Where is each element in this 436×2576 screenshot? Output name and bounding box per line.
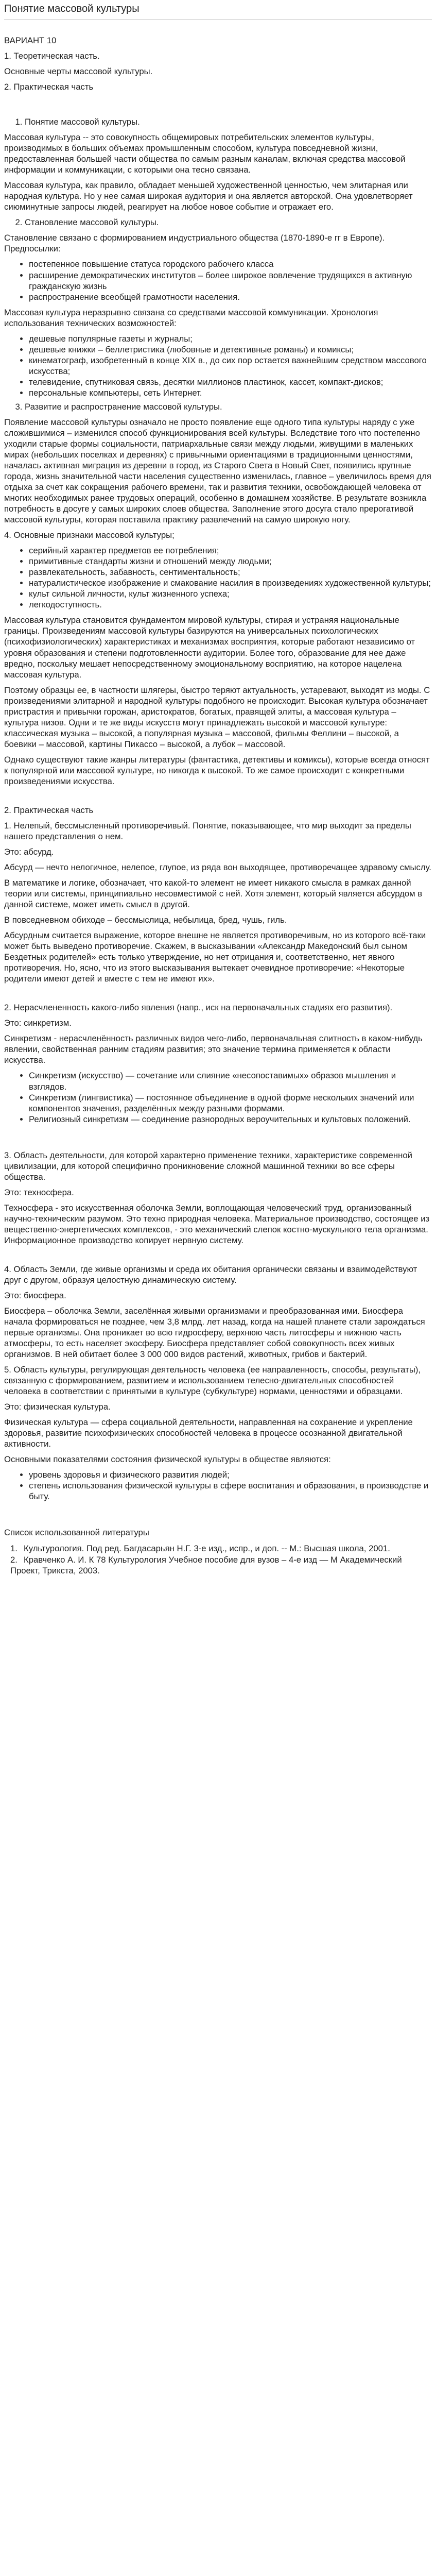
section-3-heading-list — [4, 401, 432, 412]
question: 1. Нелепый, бессмысленный противоречивый. Понятие, показывающее, что мир выходит за пределы нашего представления о нем. — [4, 820, 411, 841]
list-item: • степень использования физической культуры в сфере воспитания и образования, в производстве и быту. — [29, 1480, 432, 1502]
variant-label: ВАРИАНТ 10 — [4, 36, 57, 45]
list-item: • кинематограф, изобретенный в конце XIX в., до сих пор остается важнейшим средством массового искусства; — [29, 355, 432, 377]
plan-item: 1. Теоретическая часть. — [4, 51, 100, 61]
document-body — [4, 22, 432, 2576]
features-list — [4, 545, 432, 610]
paragraph: Появление массовой культуры означало не просто появление еще одного типа культуры наряду с уже сложившимися – изменился способ функционирования всей культуры. Вследствие того что постепенно уходили старые формы социальности, патриархальные связи между людьми, живущими в маленьких мирах (небольших поселках и деревнях) с привычными ориентациями в традиционными ценностями, началась активная миграция из деревни в город, из Старого Света в Новый Свет, появились крупные города, жизнь значительной части населения существенно изменилась, главное – увеличилось время для отдыха за счет как сокращения рабочего времени, так и развития техники, освобождающей человека от многих необходимых ранее трудовых операций, особенно в домашнем хозяйстве. В результате возникла потребность в досуге у самых широких слоев общества. Заполнение этого досуга стало прерогативой массовой культуры, которая поставила практику развлечений на самую широкую ногу. — [4, 417, 431, 525]
section-1-heading-list — [4, 116, 432, 127]
paragraph: Синкретизм - нерасчленённость различных видов чего-либо, первоначальная слитность в каком-нибудь явлении, свойственная ранним стадиям развития; это значение термина применяется к области искусства. — [4, 1033, 423, 1065]
list-item: • уровень здоровья и физического развития людей; — [29, 1469, 432, 1480]
paragraph: Массовая культура становится фундаментом мировой культуры, стирая и устраняя национальные границы. Произведениям массовой культуры базируются на универсальных психологических (психофизиологических) характеристиках и механизмах восприятия, которые работают независимо от уровня образования и степени подготовленности аудитории. Более того, образование для нее даже вредно, поскольку мешает непосредственному эмоциональному восприятию, на которое нацелена массовая культура. — [4, 615, 415, 680]
paragraph: Массовая культура -- это совокупность общемировых потребительских элементов культуры, производимых в больших объемах промышленным способом, культура повседневной жизни, предоставленная большей части общества по самым разным каналам, включая средства массовой информации и коммуникации, с которыми она тесно связана. — [4, 132, 406, 175]
list-item: • Религиозный синкретизм — соединение разнородных вероучительных и культовых положений. — [29, 1114, 432, 1125]
practical-heading: 2. Практическая часть — [4, 805, 94, 815]
paragraph: Физическая культура — сфера социальной деятельности, направленная на сохранение и укрепление здоровья, развитие психофизических способностей человека в процессе осознанной двигательной активности. — [4, 1417, 413, 1449]
plan-item: 2. Практическая часть — [4, 82, 94, 92]
answer-label: Это: физическая культура. — [4, 1402, 111, 1412]
paragraph: Абсурдным считается выражение, которое внешне не является противоречивым, но из которого всё-таки может быть выведено противоречие. Скажем, в высказывании «Александр Македонский был сыном Бездетных родителей» есть только утверждение, но нет отрицания и, соответственно, нет явного противоречия. Но, ясно, что из этого высказывания вытекает очевидное противоречие: «Некоторые родители имеют детей и вместе с тем не имеют их». — [4, 930, 426, 984]
paragraph: В повседневном обиходе – бессмыслица, небылица, бред, чушь, гиль. — [4, 915, 287, 925]
answer-label: Это: абсурд. — [4, 846, 54, 857]
answer-label: Это: техносфера. — [4, 1187, 74, 1197]
section-1-heading: 1. Понятие массовой культуры. — [25, 116, 432, 127]
list-item: • примитивные стандарты жизни и отношений между людьми; — [29, 556, 432, 567]
list-item: • Синкретизм (лингвистика) — постоянное объединение в одной форме нескольких значений или компонентов значения, разделённых между разными формами. — [29, 1092, 432, 1114]
paragraph: Массовая культура неразрывно связана со средствами массовой коммуникации. Хронология использования технических возможностей: — [4, 307, 378, 328]
list-item: • распространение всеобщей грамотности населения. — [29, 292, 432, 302]
question: 4. Область Земли, где живые организмы и среда их обитания органически связаны и взаимодействуют друг с другом, образуя целостную динамическую систему. — [4, 1264, 417, 1285]
section-2-heading-list — [4, 217, 432, 228]
list-item: • легкодоступность. — [29, 599, 432, 610]
list-item: • культ сильной личности, культ жизненного успеха; — [29, 588, 432, 599]
list-item: • дешевые книжки – беллетристика (любовные и детективные романы) и комиксы; — [29, 344, 432, 355]
list-item: • постепенное повышение статуса городского рабочего класса — [29, 259, 432, 269]
paragraph: Абсурд — нечто нелогичное, нелепое, глупое, из ряда вон выходящее, противоречащее здравому смыслу. — [4, 862, 431, 872]
answer-label: Это: синкретизм. — [4, 1018, 72, 1028]
bibliography-item: 2. Кравченко А. И. К 78 Культурология Учебное пособие для вузов – 4-е изд — М Академический Проект, Трикста, 2003. — [10, 1554, 402, 1575]
syncretism-list — [4, 1070, 432, 1124]
question: 5. Область культуры, регулирующая деятельность человека (ее направленность, способы, результаты), связанную с формированием, развитием и использованием телесно-двигательных способностей человека в соответствии с принятыми в культуре (субкультуре) нормами, ценностями и образцами. — [4, 1365, 421, 1397]
paragraph: Биосфера – оболочка Земли, заселённая живыми организмами и преобразованная ими. Биосфера начала формироваться не позднее, чем 3,8 млрд. лет назад, когда на нашей планете стали зарождаться первые организмы. Она проникает во всю гидросферу, верхнюю часть литосферы и нижнюю часть атмосферы, то есть населяет экосферу. Биосфера представляет собой совокупность всех живых организмов. В ней обитает более 3 000 000 видов растений, животных, грибов и бактерий. — [4, 1306, 425, 1360]
list-item: • серийный характер предметов ее потребления; — [29, 545, 432, 556]
paragraph: Основными показателями состояния физической культуры в обществе являются: — [4, 1454, 331, 1465]
list-item: • развлекательность, забавность, сентиментальность; — [29, 567, 432, 578]
bibliography-heading: Список использованной литературы — [4, 1528, 149, 1538]
section-4-heading: 4. Основные признаки массовой культуры; — [4, 530, 175, 540]
page-title: Понятие массовой культуры — [4, 3, 139, 14]
paragraph: Поэтому образцы ее, в частности шлягеры, быстро теряют актуальность, устаревают, выходят из моды. С произведениями элитарной и народной культуры подобного не происходит. Высокая культура обозначает пристрастия и привычки горожан, аристократов, богатых, правящей элиты, а массовая культура – культура низов. Одни и те же виды искусств могут принадлежать высокой и массовой культуре: классическая музыка – высокой, а популярная музыка – массовой, фильмы Феллини – высокой, а боевики – массовой, картины Пикассо – высокой, а лубок – массовой. — [4, 685, 430, 749]
paragraph: Становление связано с формированием индустриального общества (1870-1890-е гг в Европе). Предпосылки: — [4, 233, 385, 254]
prerequisites-list — [4, 259, 432, 302]
plan-item: Основные черты массовой культуры. — [4, 66, 153, 77]
list-item: • Синкретизм (искусство) — сочетание или слияние «несопоставимых» образов мышления и взглядов. — [29, 1070, 432, 1092]
question: 3. Область деятельности, для которой характерно применение техники, характеристике современной цивилизации, для которой специфично проникновение сложной машинной техники во все сферы общества. — [4, 1150, 412, 1182]
paragraph: Массовая культура, как правило, обладает меньшей художественной ценностью, чем элитарная или народная культура. Но у нее самая широкая аудитория и она является авторской. Она удовлетворяет сиюминутные запросы людей, реагирует на любое новое событие и отражает его. — [4, 180, 413, 212]
list-item: • натуралистическое изображение и смакование насилия в произведениях художественной культуры; — [29, 578, 432, 588]
list-item: • расширение демократических институтов – более широкое вовлечение трудящихся в активную гражданскую жизнь — [29, 270, 432, 292]
tech-chronology-list — [4, 333, 432, 398]
bibliography-list — [4, 1543, 432, 1576]
list-item: • телевидение, спутниковая связь, десятки миллионов пластинок, кассет, компакт-дисков; — [29, 377, 432, 387]
paragraph: В математике и логике, обозначает, что какой-то элемент не имеет никакого смысла в рамках данной теории или системы, принципиально несовместимой с ней. Хотя элемент, который является абсурдом в данной системе, может иметь смысл в другой. — [4, 878, 423, 910]
paragraph: Техносфера - это искусственная оболочка Земли, воплощающая человеческий труд, организованный научно-техническим разумом. Это техно природная человека. Материальное производство, состоящее из вещественно-энергетических комплексов, - это механический слепок костно-мускульного тела организма. Информационное производство копирует нервную систему. — [4, 1202, 430, 1245]
bibliography-item: 1. Культурология. Под ред. Багдасарьян Н.Г. 3-е изд., испр., и доп. -- М.: Высшая школа, 2001. — [10, 1543, 390, 1553]
paragraph: Однако существуют такие жанры литературы (фантастика, детективы и комиксы), которые всегда относят к популярной или массовой культуре, но никогда к высокой. То же самое происходит с конкретными произведениями искусства. — [4, 754, 430, 786]
list-item: • персональные компьютеры, сеть Интернет. — [29, 387, 432, 398]
question: 2. Нерасчлененность какого-либо явления (напр., иск на первоначальных стадиях его развития). — [4, 1003, 393, 1013]
indicators-list — [4, 1469, 432, 1502]
list-item: • дешевые популярные газеты и журналы; — [29, 333, 432, 344]
section-3-heading: 3. Развитие и распространение массовой культуры. — [25, 401, 432, 412]
answer-label: Это: биосфера. — [4, 1290, 66, 1300]
section-2-heading: 2. Становление массовой культуры. — [25, 217, 432, 228]
